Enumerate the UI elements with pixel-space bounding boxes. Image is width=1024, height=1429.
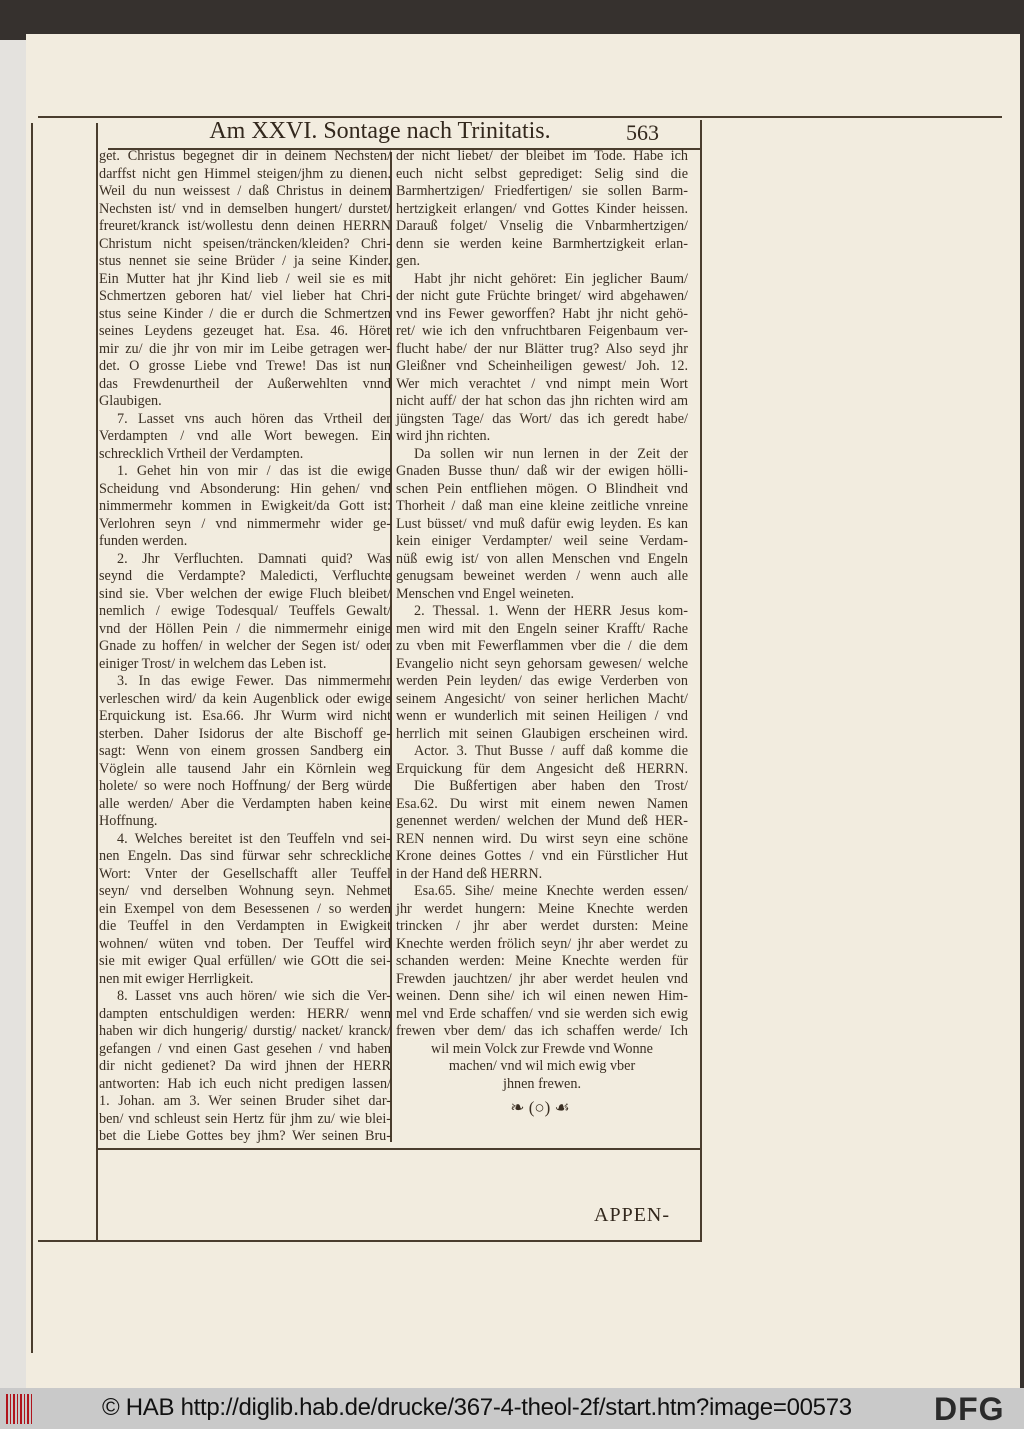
text-line: Verdampten / vnd alle Wort bewegen. Ein: [99, 428, 391, 444]
text-line: sie mit ewiger Qual erfüllen/ wie GOtt die sei-: [99, 953, 391, 969]
text-line: in der Hand deß HERRN.: [396, 865, 543, 882]
text-line: Lust büsset/ vnd muß dafür ewig leyden. Es kan: [396, 515, 688, 532]
text-line: nen mit ewiger Herrligkeit.: [99, 970, 254, 987]
footer-bar: [0, 1388, 1024, 1429]
text-line: wenn er wunderlich mit seinen Heiligen / vnd: [396, 708, 688, 724]
running-head: Am XXVI. Sontage nach Trinitatis.: [209, 118, 551, 144]
text-line: jüngsten Tage/ das Wort/ das ich geredt habe/: [396, 410, 688, 427]
text-line: seyn/ vnd derselben Wohnung seyn. Nehmet: [99, 883, 391, 899]
text-line: der nicht liebet/ der bleibet im Tode. Habe ich: [396, 148, 688, 164]
text-line: mel vnd Erde schaffen/ vnd sie werden sich ewig: [396, 1005, 688, 1022]
text-line: 3. In das ewige Fewer. Das nimmermehr: [117, 673, 391, 689]
text-line: weinen. Denn sihe/ ich wil einen newen Him-: [396, 988, 688, 1004]
text-line: 1. Johan. am 3. Wer seinen Bruder sihet dar-: [99, 1093, 391, 1109]
ornament-fleuron-icon: ❧ (○) ☙: [510, 1098, 570, 1117]
text-line: ein Exempel von dem Besessenen / so werden: [99, 900, 391, 917]
text-line: Weil du nun weissest / daß Christus in deinem: [99, 183, 391, 199]
text-line: euch nicht selbst geprediget: Selig sind die: [396, 165, 688, 182]
text-line: wil mein Volck zur Frewde vnd Wonne: [431, 1040, 653, 1057]
text-line: genugsam beweinet werden / wenn auch alle: [396, 568, 688, 584]
text-line: mir zu/ die jhr von mir im Leibe getragen wer-: [99, 340, 391, 357]
text-line: antworten: Hab ich euch nicht predigen lassen/: [99, 1075, 391, 1092]
hab-logo-icon: [6, 1394, 32, 1424]
text-line: nimmermehr kommen in Ewigkeit/da Gott ist:: [99, 498, 391, 514]
text-line: Erquickung für dem Angesicht deß HERRN.: [396, 760, 688, 777]
text-line: denn sie werden keine Barmhertzigkeit erlan-: [396, 235, 688, 252]
text-bottom-rule: [98, 1148, 702, 1150]
text-line: Krone deines Gottes / vnd ein Fürstlicher Hut: [396, 848, 688, 864]
text-line: Gnade zu hoffen/ in welcher der Segen ist/ oder: [99, 638, 391, 654]
text-line: kein einiger Verdampter/ weil seine Verdam-: [396, 533, 688, 549]
text-line: Gleißner vnd Scheinheiligen gewest/ Joh. 12.: [396, 358, 688, 374]
text-line: 8. Lasset vns auch hören/ wie sich die Ver-: [117, 988, 391, 1004]
frame-bottom-rule: [38, 1240, 702, 1242]
text-line: einiger Trost/ in welchem das Leben ist.: [99, 655, 327, 672]
text-line: Schmertzen geboren hat/ viel lieber hat Chri-: [99, 288, 391, 304]
text-line: frewen vber dem/ das ich schaffen werde/ Ich: [396, 1023, 688, 1039]
text-line: 1. Gehet hin von mir / das ist die ewige: [117, 463, 391, 479]
text-line: Glaubigen.: [99, 393, 162, 409]
text-line: Ein Mutter hat jhr Kind lieb / weil sie es mit: [99, 270, 391, 287]
text-line: men wird mit den Engeln seiner Krafft/ Rache: [396, 620, 688, 637]
text-line: ret/ wie ich den vnfruchtbaren Feigenbaum ver-: [396, 323, 688, 339]
text-line: stus seine Kinder / die er durch die Schmertzen: [99, 305, 391, 322]
text-line: Menschen vnd Engel weineten.: [396, 585, 575, 602]
text-line: 4. Welches bereitet ist den Teuffeln vnd sei-: [117, 830, 391, 847]
text-line: machen/ vnd wil mich ewig vber: [448, 1058, 636, 1074]
text-line: nicht auff/ der hat schon das jhn richten wird am: [396, 393, 688, 409]
adjacent-page-edge: [0, 40, 27, 1388]
text-line: alle werden/ Aber die Verdampten haben keine: [99, 795, 391, 812]
text-line: darffst nicht gen Himmel steigen/jhm zu dienen.: [99, 165, 391, 182]
text-line: gen.: [396, 253, 421, 269]
text-line: funden werden.: [99, 533, 188, 549]
text-line: vnd der Höllen Pein / die nimmermehr einige: [99, 620, 391, 637]
text-line: Christum nicht speisen/träncken/kleiden? Chri-: [99, 235, 391, 252]
text-line: genennet werden/ welchen der Mund deß HER-: [396, 813, 688, 829]
text-line: seinem Angesicht/ von seiner herlichen Macht/: [396, 690, 688, 707]
text-line: Hoffnung.: [99, 813, 158, 829]
text-line: det. O grosse Liebe vnd Trewe! Das ist nun: [99, 358, 391, 374]
text-line: REN nennen wird. Du wirst seyn eine schöne: [396, 830, 688, 847]
text-line: dir nicht gedienet? Da wird jhnen der HERR: [99, 1058, 391, 1074]
text-line: haben wir dich hungerig/ durstig/ nacket/ kranck/: [99, 1023, 391, 1039]
text-line: Verlohren seyn / vnd nimmermehr wider ge-: [99, 515, 391, 532]
text-line: Vöglein alle tausend Jahr ein Körnlein weg: [99, 760, 391, 777]
text-line: Actor. 3. Thut Busse / auff daß komme die: [414, 743, 688, 759]
text-line: das Frewdenurtheil der Außerwehlten vnnd: [99, 375, 391, 392]
text-line: Darauß folget/ Vnselig die Vnbarmhertzigen/: [396, 218, 688, 234]
frame-right-rule: [700, 120, 702, 1242]
text-line: seynd die Verdampte? Maledicti, Verfluchte: [99, 568, 391, 584]
frame-left-inner-rule: [96, 123, 98, 1241]
text-line: get. Christus begegnet dir in deinem Nechsten/: [99, 148, 391, 164]
text-line: trincken / jhr aber werdet dursten: Meine: [396, 918, 688, 934]
text-line: werden Pein leyden/ das ewige Verderben von: [396, 673, 688, 689]
text-line: gefangen / vnd einen Gast gesehen / vnd haben: [99, 1040, 391, 1057]
text-line: Evangelio nicht seyn gehorsam gewesen/ welche: [396, 655, 688, 672]
dfg-logo: DFG: [934, 1391, 1005, 1427]
text-line: bet die Liebe Gottes bey jhm? Wer seinen Bru-: [99, 1128, 391, 1144]
text-line: dampten entschuldigen werden: HERR/ wenn: [99, 1005, 391, 1022]
text-line: nemlich / ewige Todesqual/ Teuffels Gewalt/: [99, 603, 391, 619]
text-line: seines Leydens gezeuget hat. Esa. 46. Höret: [99, 323, 391, 339]
text-line: die Teuffel in den Verdampten in Ewigkeit: [99, 918, 391, 934]
text-line: stus nennet sie seine Brüder / ja seine Kinder.: [99, 253, 391, 269]
text-line: Da sollen wir nun lernen in der Zeit der: [414, 445, 688, 462]
text-line: hertzigkeit erlangen/ vnd Gottes Kinder heissen.: [396, 200, 688, 217]
text-line: ben/ vnd schleust sein Hertz für jhm zu/ wie blei-: [99, 1110, 391, 1127]
text-line: Wer mich verachtet / vnd nimpt mein Wort: [396, 375, 688, 392]
text-line: Nechsten ist/ vnd in demselben hungert/ durstet/: [99, 200, 391, 217]
text-line: Barmhertzigen/ Friedfertigen/ sie sollen Barm-: [396, 183, 688, 199]
catchword: APPEN-: [594, 1204, 671, 1226]
text-line: zu vben mit Fewerflammen vber die / die dem: [396, 638, 688, 654]
text-line: jhnen frewen.: [503, 1075, 581, 1092]
text-line: Erquickung ist. Esa.66. Jhr Wurm wird nicht: [99, 708, 391, 724]
text-line: sagt: Wenn von einem grossen Sandberg ein: [99, 743, 391, 759]
text-line: herrlich mit seinen Glaubigen erscheinen wird.: [396, 725, 688, 742]
right-column: [396, 148, 688, 1093]
text-line: Frewden jauchtzen/ jhr aber werdet heulen vnd: [396, 970, 688, 987]
text-line: 2. Thessal. 1. Wenn der HERR Jesus kom-: [414, 603, 688, 619]
text-line: Scheidung vnd Absonderung: Hin gehen/ vnd: [99, 480, 391, 497]
text-line: schrecklich Vrtheil der Verdampten.: [99, 445, 304, 462]
text-line: Esa.65. Sihe/ meine Knechte werden essen/: [414, 883, 688, 899]
text-line: vnd ins Fewer geworffen? Habt jhr nicht gehö-: [396, 305, 688, 322]
text-line: wird jhn richten.: [396, 428, 491, 444]
text-line: schen Pein entfliehen mögen. O Blindheit vnd: [396, 480, 688, 497]
text-line: verleschen wird/ da kein Augenblick oder ewige: [99, 690, 391, 707]
text-line: 2. Jhr Verfluchten. Damnati quid? Was: [117, 550, 391, 567]
text-line: Habt jhr nicht gehöret: Ein jeglicher Baum/: [414, 270, 688, 287]
text-line: 7. Lasset vns auch hören das Vrtheil der: [117, 410, 391, 427]
text-line: jhr werdet hungern: Meine Knechte werden: [396, 900, 688, 917]
text-line: sterben. Daher Isidorus der alte Bischoff ge-: [99, 725, 391, 742]
text-line: sind sie. Vber welchen der ewige Fluch bleibet/: [99, 585, 391, 602]
text-line: wohnen/ wüten vnd toben. Der Teuffel wird: [99, 935, 391, 952]
text-line: Esa.62. Du wirst mit einem newen Namen: [396, 795, 688, 812]
text-line: Gnaden Busse thun/ daß wir der ewigen hölli-: [396, 463, 688, 479]
text-line: flucht habe/ der nur Blätter trug? Also seyd jhr: [396, 340, 688, 357]
page-number: 563: [626, 120, 659, 145]
footer-copyright-link[interactable]: © HAB http://diglib.hab.de/drucke/367-4-theol-2f/start.htm?image=00573: [102, 1394, 852, 1421]
text-line: holete/ so were noch Hoffnung/ der Berg würde: [99, 778, 391, 794]
text-line: Knechte werden frölich seyn/ jhr aber werdet zu: [396, 935, 688, 952]
frame-left-outer-rule: [31, 123, 33, 1353]
text-line: Die Bußfertigen aber haben den Trost/: [414, 778, 688, 794]
left-column: [99, 148, 391, 1146]
text-line: nüß ewig ist/ von allen Menschen vnd Engeln: [396, 550, 688, 567]
text-line: der nicht gute Früchte bringet/ wird abgehawen/: [396, 288, 688, 304]
text-line: nen Engeln. Das sind fürwar sehr schreckliche: [99, 848, 391, 864]
text-line: Thorheit / daß man eine kleine zeitliche vnreine: [396, 498, 688, 514]
text-line: Wort: Vnter der Gesellschafft aller Teuffel: [99, 865, 391, 882]
text-line: schanden werden: Meine Knechte werden für: [396, 953, 688, 969]
text-line: freuret/kranck ist/wollestu denn deinen HERRN: [99, 218, 391, 234]
